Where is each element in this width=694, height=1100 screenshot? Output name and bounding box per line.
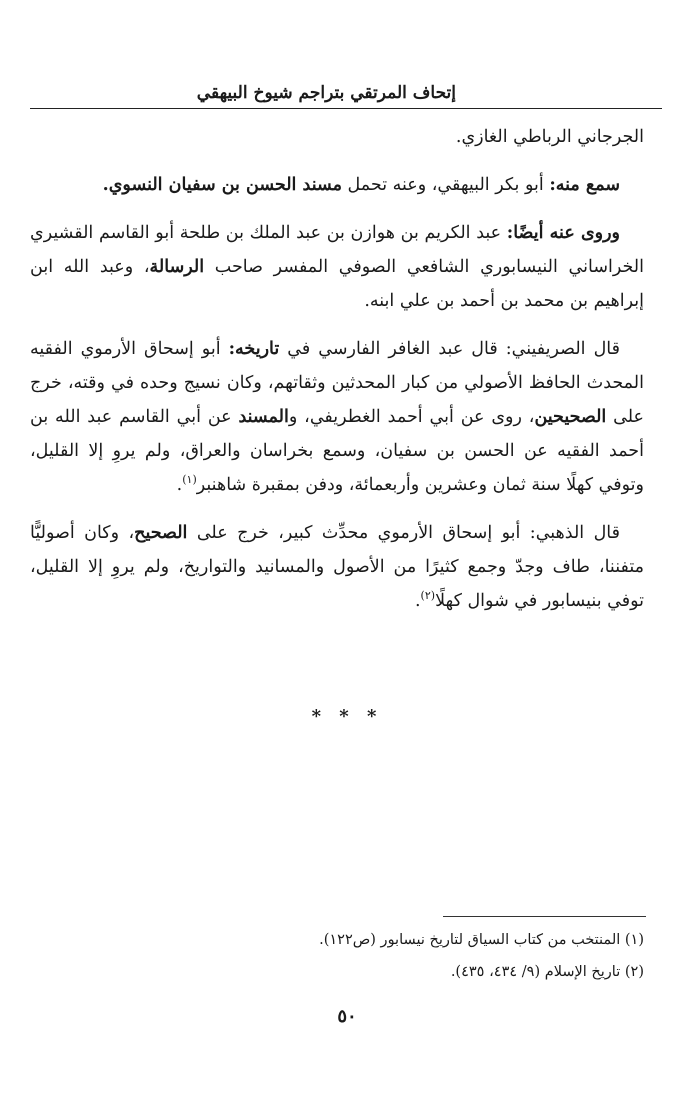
paragraph-4	[30, 332, 644, 502]
p3-bold1: الرسالة	[149, 257, 205, 277]
p3-text1: عبد الكريم بن هوازن بن عبد الملك بن طلحة أبو القاسم القشيري الخراساني النيسابوري الشافعي الصوفي المفسر صاحب	[30, 223, 644, 277]
p5-bold1: الصحيح	[134, 523, 188, 543]
p4-bold1: تاريخه:	[228, 339, 280, 359]
p2-lead: سمع منه:	[549, 175, 620, 195]
p4-text2: أبو إسحاق الأرموي الفقيه المحدث الحافظ الأصولي من كبار المحدثين وثقاتهم، وكان نسيج وحده في وقته، خرج على	[30, 339, 645, 427]
page-number: ٥٠	[337, 1006, 357, 1027]
p5-end: .	[414, 591, 421, 611]
running-header-title: إتحاف المرتقي بتراجم شيوخ البيهقي	[196, 83, 456, 103]
p4-text1: قال الصريفيني: قال عبد الغافر الفارسي في	[279, 339, 620, 359]
p1-text: الجرجاني الرباطي الغازي.	[455, 127, 644, 147]
main-text	[30, 120, 644, 618]
p4-text4: عن أبي القاسم عبد الله بن أحمد الفقيه عن الحسن بن سفيان، وسمع بخراسان والعراق، ولم يروِ إلا القليل، وتوفي كهلًا سنة ثمان وعشرين وأربعمائة، ودفن بمقبرة شاهنبر	[30, 407, 644, 495]
footnote-ref-1[interactable]: (١)	[182, 473, 197, 487]
footnote-2: (٢) تاريخ الإسلام (٩/ ٤٣٤، ٤٣٥).	[450, 964, 644, 980]
paragraph-5	[30, 516, 644, 618]
section-separator-stars: * * *	[311, 706, 383, 727]
p5-text2: ، وكان أصوليًّا متفننا، طاف وجدّ وجمع كثيرًا من الأصول والمسانيد والتواريخ، ولم يروِ إلا القليل، توفي بنيسابور في شوال كهلًا	[30, 523, 644, 611]
footnote-1: (١) المنتخب من كتاب السياق لتاريخ نيسابور (ص١٢٢).	[319, 932, 644, 948]
footnotes	[30, 924, 644, 988]
p3-text2: ، وعبد الله ابن إبراهيم بن محمد بن أحمد بن علي ابنه.	[30, 257, 644, 311]
paragraph-2	[30, 168, 644, 202]
p2-bold-end: مسند الحسن بن سفيان النسوي.	[102, 175, 342, 195]
paragraph-3	[30, 216, 644, 318]
p4-bold3: المسند	[238, 407, 289, 427]
paragraph-1	[30, 120, 644, 154]
p4-bold2: الصحيحين	[534, 407, 607, 427]
p2-text: أبو بكر البيهقي، وعنه تحمل	[341, 175, 550, 195]
footnote-divider	[443, 916, 646, 917]
p5-text1: قال الذهبي: أبو إسحاق الأرموي محدِّث كبير، خرج على	[187, 523, 620, 543]
header-divider	[30, 108, 662, 109]
footnote-ref-2[interactable]: (٢)	[420, 589, 436, 603]
p4-text3: ، روى عن أبي أحمد الغطريفي، و	[288, 407, 535, 427]
p3-lead: وروى عنه أيضًا:	[506, 223, 620, 243]
p4-end: .	[176, 475, 183, 495]
